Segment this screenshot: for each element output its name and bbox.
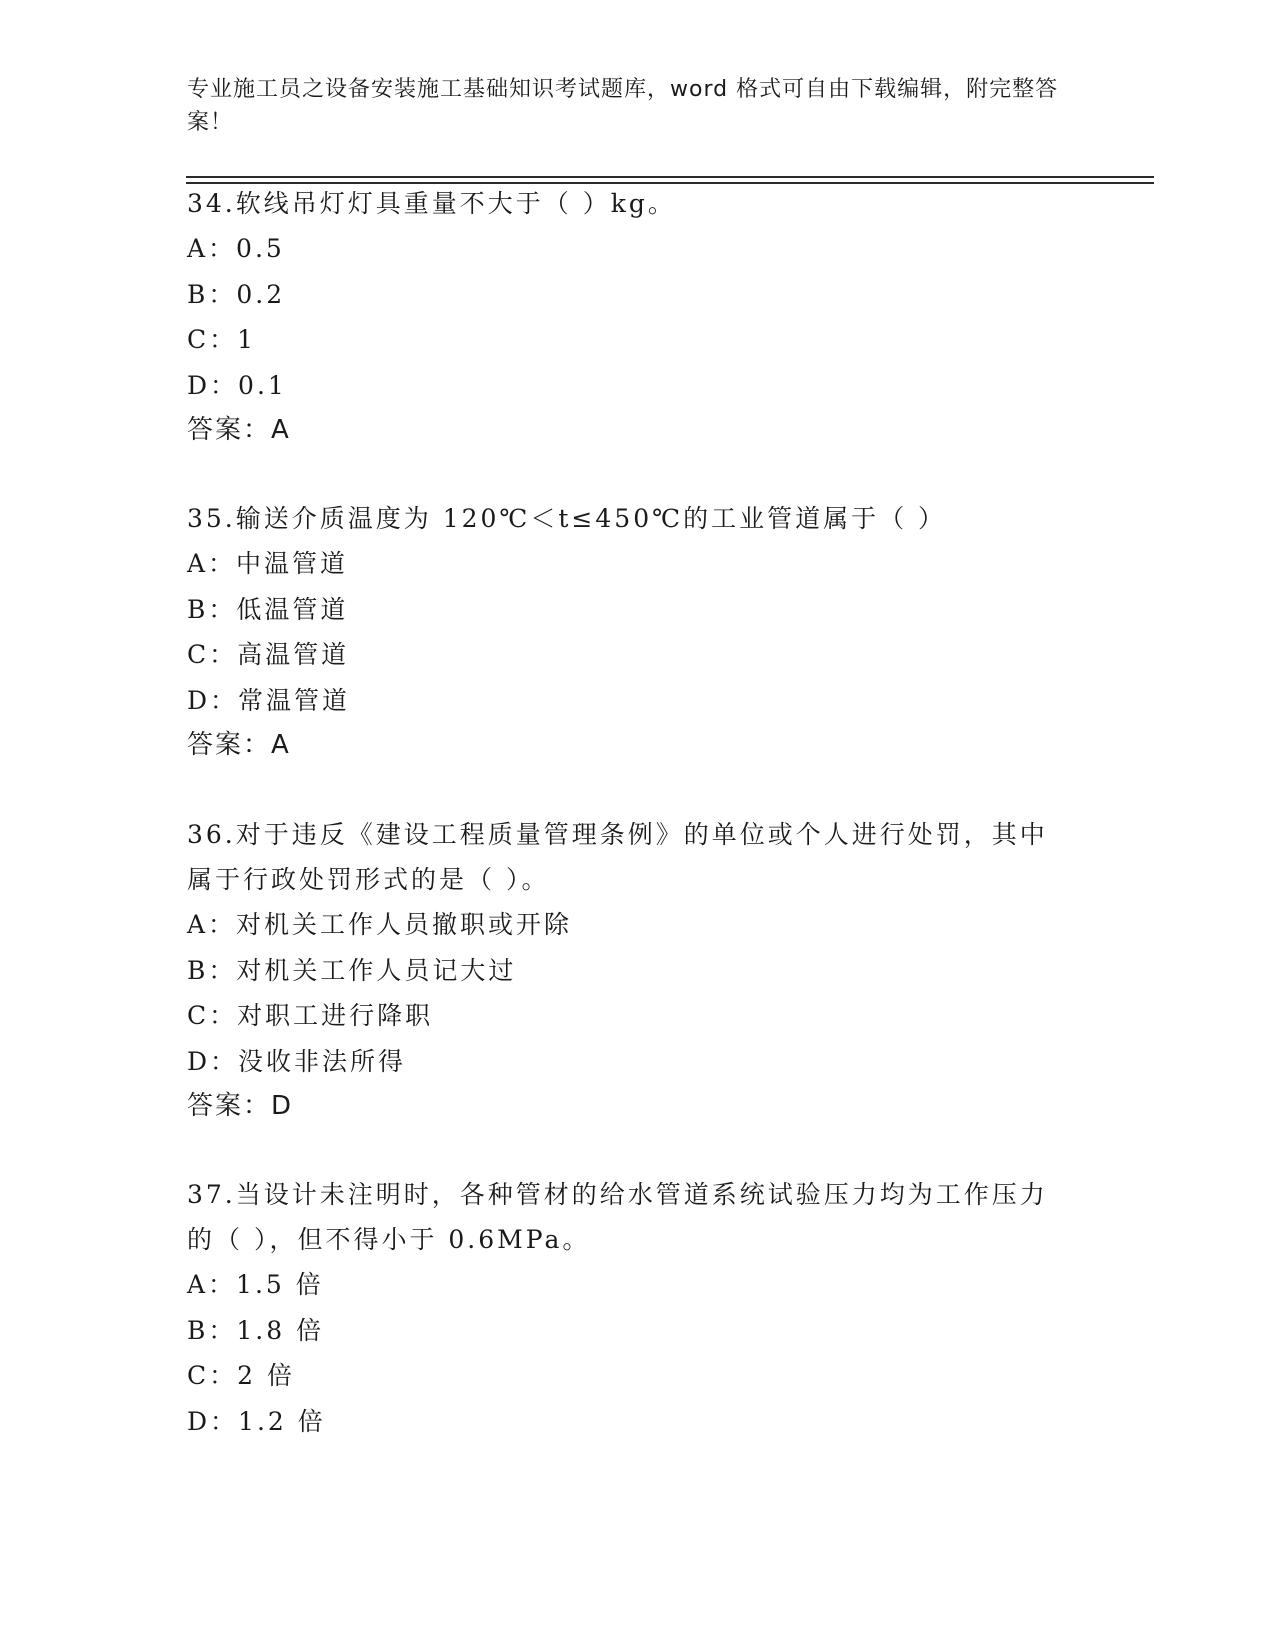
option-a: A：中温管道 <box>187 549 349 578</box>
option-b: B：1.8 倍 <box>187 1315 325 1345</box>
question-stem: 36.对于违反《建设工程质量管理条例》的单位或个人进行处罚，其中属于行政处罚形式的是（ ）。 <box>187 820 1048 894</box>
question-37 <box>187 1172 1062 1444</box>
option-d: D：0.1 <box>187 370 287 400</box>
question-stem: 35.输送介质温度为 120℃＜t≤450℃的工业管道属于（ ） <box>187 504 947 533</box>
option-b: B：低温管道 <box>187 594 349 624</box>
question-stem: 34.软线吊灯灯具重量不大于（ ）kg。 <box>187 189 676 218</box>
answer-line: 答案：D <box>187 1091 294 1121</box>
document-header: 专业施工员之设备安装施工基础知识考试题库，word 格式可自由下载编辑，附完整答案！ <box>187 77 1059 135</box>
option-d: D：常温管道 <box>187 685 351 715</box>
option-a: A：0.5 <box>187 234 285 263</box>
option-c: C：高温管道 <box>187 640 350 669</box>
option-a: A：对机关工作人员撤职或开除 <box>187 910 573 939</box>
answer-line: 答案：A <box>187 415 291 445</box>
question-34 <box>187 181 1087 453</box>
question-35 <box>187 496 1087 768</box>
option-c: C：2 倍 <box>187 1361 295 1390</box>
header-divider-top <box>186 176 1154 178</box>
question-36 <box>187 812 1062 1129</box>
option-d: D：1.2 倍 <box>187 1406 326 1436</box>
option-a: A：1.5 倍 <box>187 1270 324 1299</box>
answer-line: 答案：A <box>187 730 291 760</box>
option-c: C：对职工进行降职 <box>187 1001 434 1030</box>
option-c: C：1 <box>187 325 257 354</box>
option-d: D：没收非法所得 <box>187 1046 407 1076</box>
option-b: B：对机关工作人员记大过 <box>187 955 517 985</box>
question-stem: 37.当设计未注明时，各种管材的给水管道系统试验压力均为工作压力的（ ），但不得小于 0.6MPa。 <box>187 1180 1048 1254</box>
option-b: B：0.2 <box>187 279 286 309</box>
